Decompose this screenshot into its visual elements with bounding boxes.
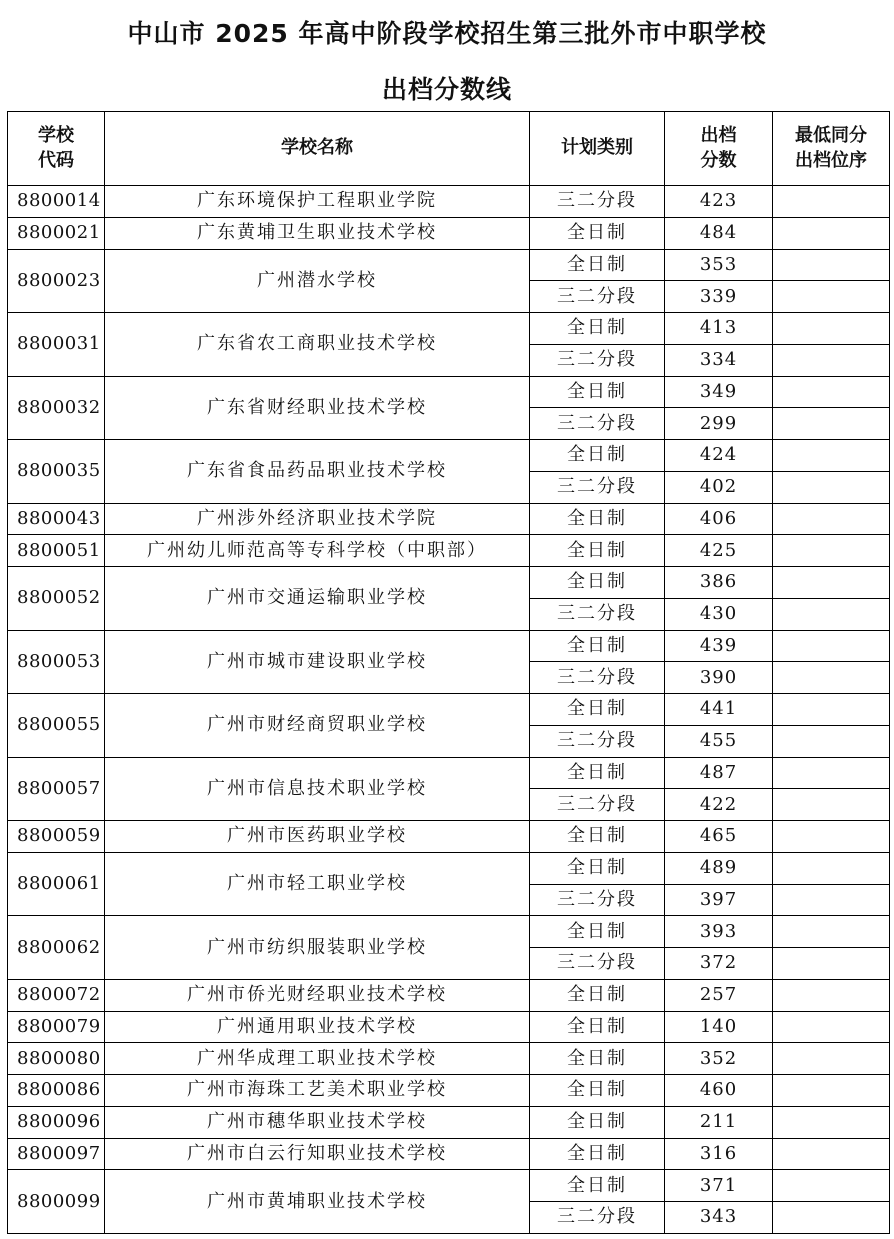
school-code-cell: 8800032 [8, 376, 105, 440]
plan-type-cell: 全日制 [530, 249, 665, 281]
table-row [8, 1106, 890, 1138]
min-rank-cell [773, 884, 890, 916]
school-name-cell: 广州市信息技术职业学校 [105, 757, 530, 821]
table-row [8, 217, 890, 249]
cutoff-score-cell: 413 [665, 313, 773, 345]
table-row [8, 249, 890, 281]
school-name-cell: 广州通用职业技术学校 [105, 1011, 530, 1043]
cutoff-score-cell: 352 [665, 1043, 773, 1075]
school-name-cell: 广州市侨光财经职业技术学校 [105, 979, 530, 1011]
table-row [8, 186, 890, 218]
cutoff-score-cell: 406 [665, 503, 773, 535]
plan-type-cell: 全日制 [530, 694, 665, 726]
table-row [8, 1043, 890, 1075]
plan-type-cell: 三二分段 [530, 662, 665, 694]
school-code-cell: 8800055 [8, 694, 105, 758]
header-min-rank: 最低同分 出档位序 [773, 112, 890, 186]
cutoff-score-cell: 397 [665, 884, 773, 916]
plan-type-cell: 全日制 [530, 503, 665, 535]
min-rank-cell [773, 1011, 890, 1043]
school-name-cell: 广州市纺织服装职业学校 [105, 916, 530, 980]
cutoff-score-cell: 211 [665, 1106, 773, 1138]
school-name-cell: 广州市轻工职业学校 [105, 852, 530, 916]
min-rank-cell [773, 503, 890, 535]
school-code-cell: 8800052 [8, 567, 105, 631]
admission-score-table [7, 111, 890, 1234]
document-title: 中山市 2025 年高中阶段学校招生第三批外市中职学校 [127, 19, 767, 48]
plan-type-cell: 三二分段 [530, 725, 665, 757]
plan-type-cell: 全日制 [530, 1106, 665, 1138]
school-name-cell: 广州市交通运输职业学校 [105, 567, 530, 631]
min-rank-cell [773, 344, 890, 376]
min-rank-cell [773, 662, 890, 694]
table-row [8, 979, 890, 1011]
school-code-cell: 8800062 [8, 916, 105, 980]
table-row [8, 535, 890, 567]
cutoff-score-cell: 460 [665, 1075, 773, 1107]
table-row [8, 1138, 890, 1170]
min-rank-cell [773, 916, 890, 948]
plan-type-cell: 全日制 [530, 313, 665, 345]
plan-type-cell: 全日制 [530, 852, 665, 884]
school-code-cell: 8800096 [8, 1106, 105, 1138]
plan-type-cell: 三二分段 [530, 948, 665, 980]
school-name-cell: 广东省农工商职业技术学校 [105, 313, 530, 377]
cutoff-score-cell: 257 [665, 979, 773, 1011]
school-name-cell: 广东环境保护工程职业学院 [105, 186, 530, 218]
cutoff-score-cell: 299 [665, 408, 773, 440]
school-code-cell: 8800043 [8, 503, 105, 535]
school-code-cell: 8800080 [8, 1043, 105, 1075]
school-code-cell: 8800097 [8, 1138, 105, 1170]
plan-type-cell: 全日制 [530, 821, 665, 853]
min-rank-cell [773, 567, 890, 599]
school-name-cell: 广东省食品药品职业技术学校 [105, 440, 530, 504]
plan-type-cell: 三二分段 [530, 884, 665, 916]
cutoff-score-cell: 334 [665, 344, 773, 376]
cutoff-score-cell: 140 [665, 1011, 773, 1043]
min-rank-cell [773, 1170, 890, 1202]
school-name-cell: 广东黄埔卫生职业技术学校 [105, 217, 530, 249]
table-row [8, 567, 890, 599]
plan-type-cell: 全日制 [530, 535, 665, 567]
table-row [8, 821, 890, 853]
min-rank-cell [773, 948, 890, 980]
school-name-cell: 广州市白云行知职业技术学校 [105, 1138, 530, 1170]
min-rank-cell [773, 217, 890, 249]
school-name-cell: 广州市财经商贸职业学校 [105, 694, 530, 758]
cutoff-score-cell: 349 [665, 376, 773, 408]
min-rank-cell [773, 598, 890, 630]
plan-type-cell: 全日制 [530, 979, 665, 1011]
plan-type-cell: 全日制 [530, 1138, 665, 1170]
cutoff-score-cell: 465 [665, 821, 773, 853]
school-name-cell: 广州潜水学校 [105, 249, 530, 313]
min-rank-cell [773, 630, 890, 662]
cutoff-score-cell: 487 [665, 757, 773, 789]
school-name-cell: 广州市穗华职业技术学校 [105, 1106, 530, 1138]
school-code-cell: 8800099 [8, 1170, 105, 1234]
school-name-cell: 广州市医药职业学校 [105, 821, 530, 853]
school-code-cell: 8800051 [8, 535, 105, 567]
min-rank-cell [773, 725, 890, 757]
school-name-cell: 广州市城市建设职业学校 [105, 630, 530, 694]
min-rank-cell [773, 376, 890, 408]
plan-type-cell: 全日制 [530, 757, 665, 789]
cutoff-score-cell: 390 [665, 662, 773, 694]
plan-type-cell: 全日制 [530, 916, 665, 948]
min-rank-cell [773, 471, 890, 503]
table-body [8, 186, 890, 1234]
school-code-cell: 8800031 [8, 313, 105, 377]
school-code-cell: 8800057 [8, 757, 105, 821]
cutoff-score-cell: 343 [665, 1202, 773, 1234]
plan-type-cell: 三二分段 [530, 344, 665, 376]
document-subtitle: 出档分数线 [381, 75, 512, 104]
school-name-cell: 广州涉外经济职业技术学院 [105, 503, 530, 535]
cutoff-score-cell: 386 [665, 567, 773, 599]
min-rank-cell [773, 1106, 890, 1138]
table-row [8, 503, 890, 535]
cutoff-score-cell: 424 [665, 440, 773, 472]
cutoff-score-cell: 422 [665, 789, 773, 821]
plan-type-cell: 三二分段 [530, 408, 665, 440]
plan-type-cell: 全日制 [530, 567, 665, 599]
school-name-cell: 广州市海珠工艺美术职业学校 [105, 1075, 530, 1107]
table-row [8, 1011, 890, 1043]
cutoff-score-cell: 393 [665, 916, 773, 948]
cutoff-score-cell: 484 [665, 217, 773, 249]
min-rank-cell [773, 186, 890, 218]
school-code-cell: 8800053 [8, 630, 105, 694]
school-name-cell: 广东省财经职业技术学校 [105, 376, 530, 440]
plan-type-cell: 三二分段 [530, 598, 665, 630]
table-row [8, 852, 890, 884]
plan-type-cell: 三二分段 [530, 281, 665, 313]
school-code-cell: 8800072 [8, 979, 105, 1011]
plan-type-cell: 全日制 [530, 630, 665, 662]
min-rank-cell [773, 694, 890, 726]
school-name-cell: 广州华成理工职业技术学校 [105, 1043, 530, 1075]
school-code-cell: 8800059 [8, 821, 105, 853]
min-rank-cell [773, 408, 890, 440]
plan-type-cell: 三二分段 [530, 1202, 665, 1234]
header-school-code: 学校 代码 [8, 112, 105, 186]
header-plan-type: 计划类别 [530, 112, 665, 186]
cutoff-score-cell: 353 [665, 249, 773, 281]
school-code-cell: 8800023 [8, 249, 105, 313]
min-rank-cell [773, 249, 890, 281]
cutoff-score-cell: 455 [665, 725, 773, 757]
plan-type-cell: 全日制 [530, 1075, 665, 1107]
min-rank-cell [773, 852, 890, 884]
min-rank-cell [773, 535, 890, 567]
table-row [8, 694, 890, 726]
school-code-cell: 8800061 [8, 852, 105, 916]
cutoff-score-cell: 371 [665, 1170, 773, 1202]
plan-type-cell: 全日制 [530, 1043, 665, 1075]
cutoff-score-cell: 439 [665, 630, 773, 662]
cutoff-score-cell: 372 [665, 948, 773, 980]
min-rank-cell [773, 440, 890, 472]
cutoff-score-cell: 489 [665, 852, 773, 884]
min-rank-cell [773, 313, 890, 345]
min-rank-cell [773, 789, 890, 821]
table-row [8, 1170, 890, 1202]
cutoff-score-cell: 402 [665, 471, 773, 503]
plan-type-cell: 全日制 [530, 376, 665, 408]
school-name-cell: 广州幼儿师范高等专科学校（中职部） [105, 535, 530, 567]
plan-type-cell: 三二分段 [530, 471, 665, 503]
header-school-name: 学校名称 [105, 112, 530, 186]
school-code-cell: 8800086 [8, 1075, 105, 1107]
min-rank-cell [773, 281, 890, 313]
plan-type-cell: 三二分段 [530, 186, 665, 218]
table-row [8, 313, 890, 345]
table-row [8, 916, 890, 948]
cutoff-score-cell: 316 [665, 1138, 773, 1170]
min-rank-cell [773, 1043, 890, 1075]
table-row [8, 376, 890, 408]
cutoff-score-cell: 430 [665, 598, 773, 630]
table-row [8, 1075, 890, 1107]
cutoff-score-cell: 423 [665, 186, 773, 218]
school-code-cell: 8800079 [8, 1011, 105, 1043]
plan-type-cell: 全日制 [530, 440, 665, 472]
table-row [8, 630, 890, 662]
min-rank-cell [773, 1202, 890, 1234]
table-row [8, 757, 890, 789]
plan-type-cell: 全日制 [530, 1170, 665, 1202]
min-rank-cell [773, 979, 890, 1011]
cutoff-score-cell: 425 [665, 535, 773, 567]
table-row [8, 440, 890, 472]
min-rank-cell [773, 821, 890, 853]
plan-type-cell: 全日制 [530, 1011, 665, 1043]
plan-type-cell: 全日制 [530, 217, 665, 249]
min-rank-cell [773, 1075, 890, 1107]
school-name-cell: 广州市黄埔职业技术学校 [105, 1170, 530, 1234]
school-code-cell: 8800035 [8, 440, 105, 504]
min-rank-cell [773, 1138, 890, 1170]
table-header-row [8, 112, 890, 186]
cutoff-score-cell: 441 [665, 694, 773, 726]
school-code-cell: 8800021 [8, 217, 105, 249]
plan-type-cell: 三二分段 [530, 789, 665, 821]
header-cutoff-score: 出档 分数 [665, 112, 773, 186]
min-rank-cell [773, 757, 890, 789]
cutoff-score-cell: 339 [665, 281, 773, 313]
school-code-cell: 8800014 [8, 186, 105, 218]
